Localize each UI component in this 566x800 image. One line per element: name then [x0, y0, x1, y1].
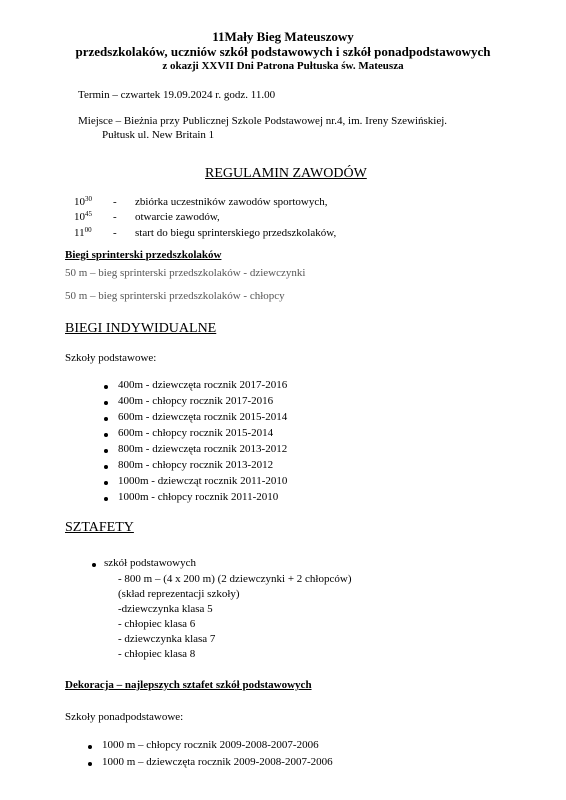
bullet-icon	[104, 497, 108, 501]
sztafety-line: - 800 m – (4 x 200 m) (2 dziewczynki + 2 chłopców)	[118, 573, 352, 585]
indywidualne-heading: BIEGI INDYWIDUALNE	[65, 321, 217, 336]
occasion-line: z okazji XXVII Dni Patrona Pułtuska św. Mateusza	[162, 60, 404, 72]
list-item: 400m - chłopcy rocznik 2017-2016	[118, 395, 274, 407]
list-item: 1000 m – chłopcy rocznik 2009-2008-2007-2006	[102, 739, 319, 751]
sztafety-bullet: szkół podstawowych	[104, 557, 196, 569]
schedule-text: otwarcie zawodów,	[135, 211, 220, 223]
bullet-icon	[88, 745, 92, 749]
sztafety-line: - chłopiec klasa 6	[118, 618, 196, 630]
dekoracja-heading: Dekoracja – najlepszych sztafet szkół podstawowych	[65, 679, 312, 691]
schedule-dash: -	[113, 211, 117, 223]
bullet-icon	[104, 481, 108, 485]
schedule-text: start do biegu sprinterskiego przedszkolaków,	[135, 227, 337, 239]
miejsce-line: Miejsce – Bieżnia przy Publicznej Szkole Podstawowej nr.4, im. Ireny Szewińskiej.	[78, 115, 448, 127]
schedule-time: $10^{30}$	[74, 195, 92, 208]
list-item: 600m - dziewczęta rocznik 2015-2014	[118, 411, 288, 423]
schedule-time: $11^{00}$	[74, 226, 92, 239]
sprint-item: 50 m – bieg sprinterski przedszkolaków - chłopcy	[65, 290, 285, 302]
schedule-dash: -	[113, 227, 117, 239]
schedule-dash: -	[113, 196, 117, 208]
bullet-icon	[104, 417, 108, 421]
list-item: 1000 m – dziewczęta rocznik 2009-2008-2007-2006	[102, 756, 333, 768]
group-label: Szkoły podstawowe:	[65, 352, 157, 364]
list-item: 400m - dziewczęta rocznik 2017-2016	[118, 379, 288, 391]
list-item: 800m - chłopcy rocznik 2013-2012	[118, 459, 274, 471]
sztafety-line: - dziewczynka klasa 7	[118, 633, 216, 645]
bullet-icon	[92, 563, 96, 567]
bullet-icon	[88, 762, 92, 766]
ponadpodstawowe-label: Szkoły ponadpodstawowe:	[65, 711, 184, 723]
schedule-time: $10^{45}$	[74, 210, 92, 223]
schedule-text: zbiórka uczestników zawodów sportowych,	[135, 196, 328, 208]
list-item: 1000m - chłopcy rocznik 2011-2010	[118, 491, 279, 503]
sztafety-heading: SZTAFETY	[65, 520, 134, 535]
sztafety-line: (skład reprezentacji szkoły)	[118, 588, 240, 600]
sprinty-heading: Biegi sprinterski przedszkolaków	[65, 249, 222, 261]
bullet-icon	[104, 401, 108, 405]
miejsce-address: Pułtusk ul. New Britain 1	[102, 129, 215, 141]
bullet-icon	[104, 433, 108, 437]
bullet-icon	[104, 465, 108, 469]
sprint-item: 50 m – bieg sprinterski przedszkolaków - dziewczynki	[65, 267, 306, 279]
sztafety-line: -dziewczynka klasa 5	[118, 603, 213, 615]
termin-line: Termin – czwartek 19.09.2024 r. godz. 11.00	[78, 89, 276, 101]
bullet-icon	[104, 449, 108, 453]
document-subtitle: przedszkolaków, uczniów szkół podstawowych i szkół ponadpodstawowych	[75, 44, 491, 59]
regulamin-heading: REGULAMIN ZAWODÓW	[205, 166, 367, 181]
sztafety-line: - chłopiec klasa 8	[118, 648, 196, 660]
document-title: 11Mały Bieg Mateuszowy	[212, 29, 354, 44]
list-item: 800m - dziewczęta rocznik 2013-2012	[118, 443, 288, 455]
list-item: 600m - chłopcy rocznik 2015-2014	[118, 427, 274, 439]
bullet-icon	[104, 385, 108, 389]
list-item: 1000m - dziewcząt rocznik 2011-2010	[118, 475, 288, 487]
